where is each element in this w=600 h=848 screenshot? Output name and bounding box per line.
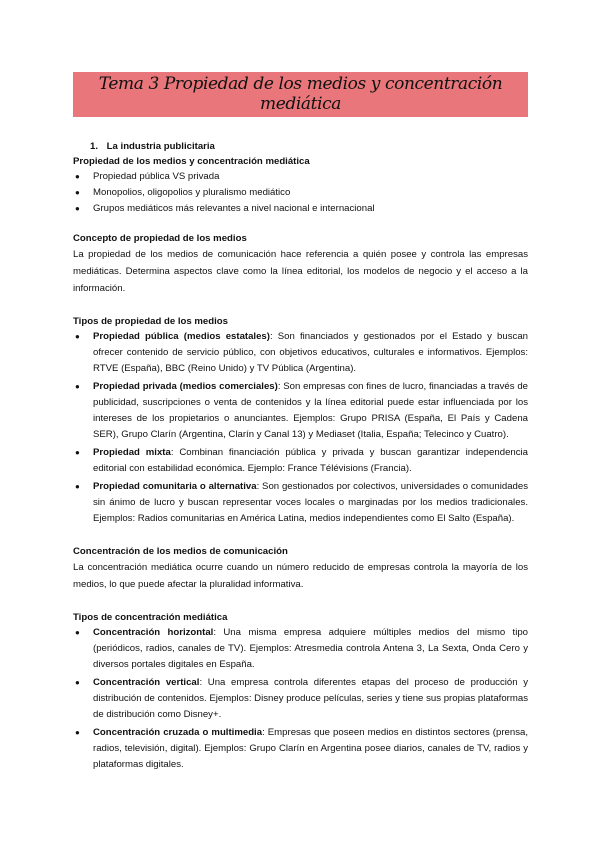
tipo-text: : Empresas que poseen medios en distintos sectores (prensa, radios, televisión, digital). Ejemplos: Grupo Clarín en Argentina posee diarios, canales de TV, radios y plataformas digitales. [93,727,528,771]
tipo-term: Propiedad pública (medios estatales) [93,331,270,343]
document-page [0,72,600,848]
tipos-concentracion-list [73,625,528,773]
tipos-concentracion-heading: Tipos de concentración mediática [73,612,228,624]
tipo-propiedad-item [73,445,528,477]
tipo-propiedad-item [73,479,528,527]
tipo-term: Concentración horizontal [93,627,214,639]
title-container [73,72,528,117]
section-1-heading [73,140,528,154]
tipo-propiedad-item [73,329,528,377]
tipo-text: : Son financiados y gestionados por el Estado y buscan ofrecer contenido de servicio público, con objetivos educativos, culturales e informativos. Ejemplos: RTVE (España), BBC (Reino Unido) y TV Pública (Argentina). [93,331,528,375]
concentracion-paragraph: La concentración mediática ocurre cuando un número reducido de empresas controla la mayoría de los medios, lo que puede afectar la pluralidad informativa. [73,562,528,591]
tipo-text: : Son empresas con fines de lucro, financiadas a través de publicidad, suscripciones o venta de contenidos y la línea editorial puede estar influenciada por los intereses de los propietarios o anunciantes. Ejemplos: Grupo PRISA (España, El País y Cadena SER), Grupo Clarín (Argentina, Clarín y Canal 13) y Mediaset (Italia, España; Telecinco y Cuatro). [93,381,529,441]
tipos-propiedad-heading: Tipos de propiedad de los medios [73,316,228,328]
page-title: Tema 3 Propiedad de los medios y concentración mediática [73,72,528,117]
topic-item: ● Monopolios, oligopolios y pluralismo mediático [73,185,528,201]
section-1-label: La industria publicitaria [106,141,215,152]
tipo-text: : Una empresa controla diferentes etapas del proceso de producción y distribución de contenidos. Ejemplos: Disney produce películas, series y tiene sus propias plataformas de distribución como Disney+. [93,677,528,721]
tipo-text: : Combinan financiación pública y privada y buscan garantizar independencia editorial con estabilidad económica. Ejemplo: France Télévisions (Francia). [93,447,528,475]
tipo-term: Concentración vertical [93,677,200,689]
concepto-heading: Concepto de propiedad de los medios [73,233,247,245]
tipos-propiedad-list [73,329,528,527]
tipo-concentracion-item [73,675,528,723]
tipo-term: Propiedad mixta [93,447,171,459]
tipo-concentracion-item [73,725,528,773]
concentracion-heading: Concentración de los medios de comunicación [73,546,288,558]
subheading: Propiedad de los medios y concentración mediática [73,156,310,167]
topic-item: ● Propiedad pública VS privada [73,169,528,185]
tipo-term: Propiedad privada (medios comerciales) [93,381,278,393]
tipo-term: Propiedad comunitaria o alternativa [93,481,257,493]
concepto-paragraph: La propiedad de los medios de comunicación hace referencia a quién posee y controla las empresas mediáticas. Determina aspectos clave como la línea editorial, los modelos de negocio y el acceso a la información. [73,249,528,295]
tipo-concentracion-item [73,625,528,673]
tipo-propiedad-item [73,379,528,443]
tipo-text: : Una misma empresa adquiere múltiples medios del mismo tipo (periódicos, radios, canales de TV). Ejemplos: Atresmedia controla Antena 3, La Sexta, Onda Cero y diversos portales digitales en España. [93,627,528,671]
topics-list [73,169,528,216]
tipo-text: : Son gestionados por colectivos, universidades o comunidades sin ánimo de lucro y buscan representar voces locales o marginadas por los medios tradicionales. Ejemplos: Radios comunitarias en América Latina, medios independientes como El Salto (España). [93,481,528,525]
section-1-number: 1. [90,141,99,152]
tipo-term: Concentración cruzada o multimedia [93,727,263,739]
topic-item: ● Grupos mediáticos más relevantes a nivel nacional e internacional [73,201,528,217]
